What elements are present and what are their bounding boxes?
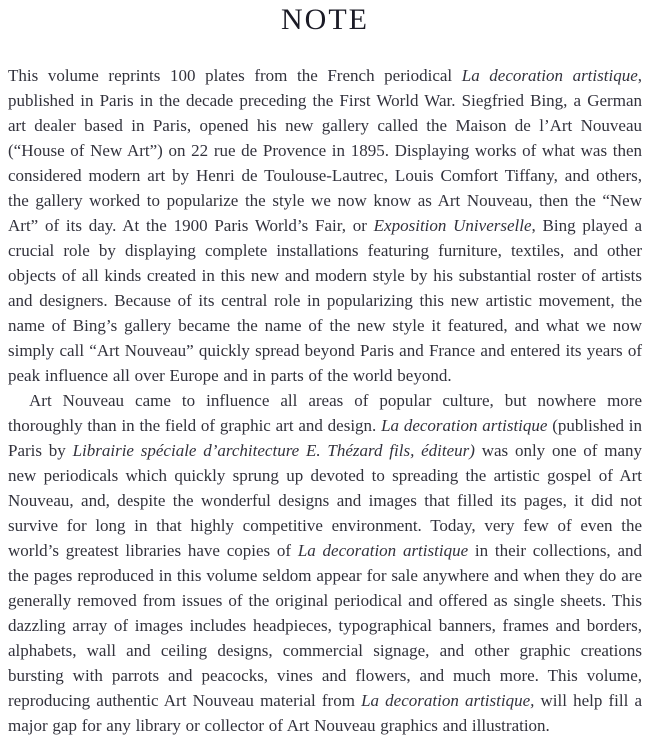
text-run: in their collections, and the pages reproduced in this volume seldom appear for sale anywhere and when they do are generally removed from issues of the original periodical and offered as single sheets. This dazzling array of images includes headpieces, typographical banners, frames and borders, alphabets, wall and ceiling designs, commercial signage, and other graphic creations bursting with parrots and peacocks, vines and flowers, and much more. This volume, reproducing authentic Art Nouveau material from [8,541,642,710]
text-run: (published in Paris by [8,416,642,460]
text-run: This volume reprints 100 plates from the French periodical [8,66,462,85]
italic-text-run: Librairie spéciale d’architecture E. Thézard fils, éditeur) [72,441,475,460]
paragraph [8,63,642,388]
italic-text-run: La decoration artistique [297,541,469,560]
text-run: , Bing played a crucial role by displaying complete installations featuring furniture, textiles, and other objects of all kinds created in this new and modern style by his substantial roster of artists and designers. Because of its central role in popularizing this new artistic movement, the name of Bing’s gallery became the name of the new style it featured, and what we now simply call “Art Nouveau” quickly spread beyond Paris and France and entered its years of peak influence all over Europe and in parts of the world beyond. [8,216,643,385]
paragraph [8,388,642,738]
text-run: was only one of many new periodicals which quickly sprung up devoted to spreading the artistic gospel of Art Nouveau, and, despite the wonderful designs and images that filled its pages, it did not survive for long in that highly competitive environment. Today, very few of even the world’s greatest libraries have copies of [8,441,643,560]
italic-text-run: La decoration artistique, [361,691,535,710]
italic-text-run: Exposition Universelle [373,216,532,235]
page-title: NOTE [281,3,369,36]
italic-text-run: La decoration artistique [461,66,638,85]
text-run: will help fill a major gap for any library or collector of Art Nouveau graphics and illustration. [8,691,642,735]
text-run: , published in Paris in the decade preceding the First World War. Siegfried Bing, a German art dealer based in Paris, opened his new gallery called the Maison de l’Art Nouveau (“House of New Art”) on 22 rue de Provence in 1895. Displaying works of what was then considered modern art by Henri de Toulouse-Lautrec, Louis Comfort Tiffany, and others, the gallery worked to popularize the style we now know as Art Nouveau, then the “New Art” of its day. At the 1900 Paris World’s Fair, or [8,66,642,235]
text-run: Art Nouveau came to influence all areas of popular culture, but nowhere more thoroughly than in the field of graphic art and design. [8,391,642,435]
italic-text-run: La decoration artistique [381,416,548,435]
